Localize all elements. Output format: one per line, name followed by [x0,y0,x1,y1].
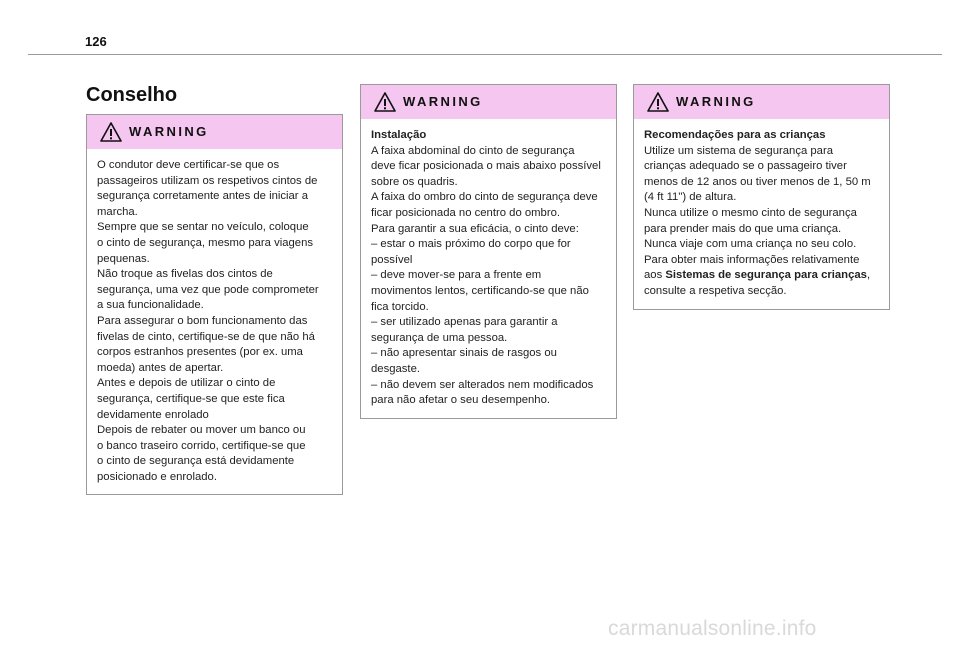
warning-body [634,119,889,309]
warning-text-line: marcha. [97,205,138,218]
warning-text-line: corpos estranhos presentes (por ex. uma [97,346,303,359]
warning-text-line: Antes e depois de utilizar o cinto de [97,377,276,390]
warning-label: WARNING [676,94,756,109]
warning-text-line: movimentos lentos, certificando-se que não [371,284,589,297]
warning-text-line: Sempre que se sentar no veículo, coloque [97,221,309,234]
warning-text-line: crianças adequado se o passageiro tiver [644,160,847,173]
warning-text-line: possível [371,253,413,266]
warning-text-line: segurança, certifique-se que este fica [97,392,285,405]
warning-text-line: Não troque as fivelas dos cintos de [97,268,273,281]
warning-header [361,85,616,119]
section-title: Conselho [86,84,178,106]
warning-body [87,149,342,494]
warning-text-line: moeda) antes de apertar. [97,361,224,374]
warning-text-line: segurança, uma vez que pode comprometer [97,283,319,296]
warning-text-line: A faixa abdominal do cinto de segurança [371,144,575,157]
warning-label: WARNING [403,94,483,109]
warning-text-line: A faixa do ombro do cinto de segurança deve [371,191,598,204]
warning-text-line: o banco traseiro corrido, certifique-se que [97,439,306,452]
warning-text-line: desgaste. [371,362,420,375]
warning-text-line: Para obter mais informações relativamente [644,253,860,266]
warning-text-line: Depois de rebater ou mover um banco ou [97,424,306,437]
warning-text-line: pequenas. [97,252,150,265]
warning-triangle-icon [100,122,122,142]
warning-text-line: Para assegurar o bom funcionamento das [97,314,308,327]
warning-heading: Instalação [371,129,427,141]
warning-body [361,119,616,418]
warning-text-line: Nunca viaje com uma criança no seu colo. [644,238,857,251]
child-safety-reference: Sistemas de segurança para crianças [665,269,867,282]
warning-text-line: – não devem ser alterados nem modificados [371,378,594,391]
warning-text-line: Para garantir a sua eficácia, o cinto deve: [371,222,579,235]
warning-text-line: Nunca utilize o mesmo cinto de segurança [644,206,857,219]
warning-text-line: fica torcido. [371,300,429,313]
warning-text-line: – estar o mais próximo do corpo que for [371,238,571,251]
warning-text-line: devidamente enrolado [97,408,209,421]
warning-text-line: segurança de uma pessoa. [371,331,508,344]
warning-label: WARNING [129,124,209,139]
header-rule [28,54,942,55]
warning-text-line: passageiros utilizam os respetivos cintos de [97,174,318,187]
text-prefix: aos [644,269,666,282]
warning-text-line: para prender mais do que uma criança. [644,222,842,235]
warning-box-children [633,84,890,310]
warning-text-line: posicionado e enrolado. [97,470,217,483]
warning-text-line: ficar posicionada no centro do ombro. [371,206,561,219]
warning-box-installation [360,84,617,419]
warning-text-line: – não apresentar sinais de rasgos ou [371,347,557,360]
warning-text-line: deve ficar posicionada o mais abaixo possível [371,160,601,173]
warning-text-line: segurança corretamente antes de iniciar a [97,190,308,203]
warning-text-line: para não afetar o seu desempenho. [371,394,550,407]
warning-text-line [644,268,879,284]
page-number: 126 [85,34,107,49]
warning-text-line: consulte a respetiva secção. [644,284,787,297]
warning-text-line: O condutor deve certificar-se que os [97,159,280,171]
warning-text-line: Utilize um sistema de segurança para [644,144,833,157]
warning-header [634,85,889,119]
warning-text-line: – deve mover-se para a frente em [371,269,542,282]
warning-heading: Recomendações para as crianças [644,129,826,141]
warning-text-line: o cinto de segurança está devidamente [97,455,295,468]
warning-text-line: menos de 12 anos ou tiver menos de 1, 50 m [644,175,871,188]
warning-header [87,115,342,149]
warning-text-line: sobre os quadris. [371,175,458,188]
warning-triangle-icon [374,92,396,112]
warning-triangle-icon [647,92,669,112]
text-suffix: , [866,269,871,282]
warning-text-line: a sua funcionalidade. [97,299,204,312]
warning-text-line: (4 ft 11") de altura. [644,191,737,204]
warning-text-line: o cinto de segurança, mesmo para viagens [97,236,314,249]
watermark: carmanualsonline.info [608,617,817,640]
warning-text-line: – ser utilizado apenas para garantir a [371,316,558,329]
warning-box-seatbelt-use [86,114,343,495]
warning-text-line: fivelas de cinto, certifique-se de que não há [97,330,315,343]
